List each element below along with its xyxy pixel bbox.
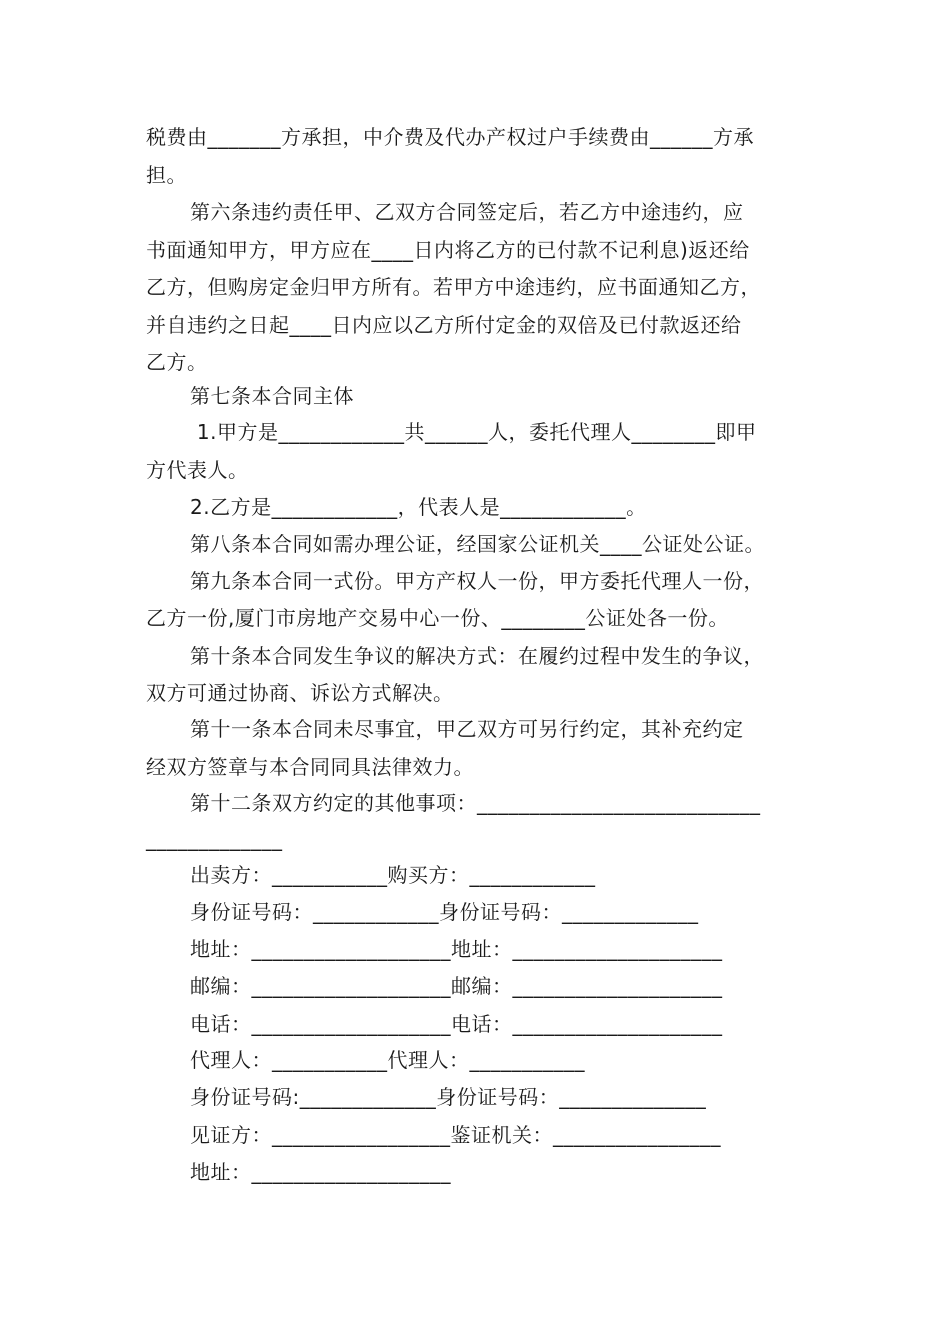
signature-row: 地址：___________________地址：____________________: [190, 937, 723, 961]
paragraph-line: 方代表人。: [146, 458, 249, 482]
paragraph-line: 第十二条双方约定的其他事项：___________________________: [190, 791, 761, 815]
signature-row: 电话：___________________电话：____________________: [190, 1012, 723, 1036]
signature-row: 身份证号码：____________身份证号码：_____________: [190, 900, 699, 924]
signature-row: 地址：___________________: [190, 1160, 451, 1184]
paragraph-line: 乙方。: [146, 350, 208, 374]
paragraph-line: 乙方一份,厦门市房地产交易中心一份、________公证处各一份。: [146, 606, 729, 630]
signature-row: 邮编：___________________邮编：____________________: [190, 974, 723, 998]
paragraph-line: 经双方签章与本合同同具法律效力。: [146, 755, 474, 779]
paragraph-line: 第八条本合同如需办理公证，经国家公证机关____公证处公证。: [190, 532, 765, 556]
paragraph-line: 乙方，但购房定金归甲方所有。若甲方中途违约，应书面通知乙方，: [146, 275, 761, 299]
paragraph-line: _____________: [146, 827, 283, 851]
paragraph-line: 1.甲方是____________共______人，委托代理人________即甲: [190, 420, 757, 444]
section-heading: 第七条本合同主体: [190, 384, 354, 408]
paragraph-line: 第十条本合同发生争议的解决方式：在履约过程中发生的争议，: [190, 644, 764, 668]
paragraph-line: 双方可通过协商、诉讼方式解决。: [146, 681, 454, 705]
paragraph-line: 第九条本合同一式份。甲方产权人一份，甲方委托代理人一份，: [190, 569, 764, 593]
paragraph-line: 书面通知甲方，甲方应在____日内将乙方的已付款不记利息)返还给: [146, 238, 750, 262]
paragraph-line: 税费由_______方承担，中介费及代办产权过户手续费由______方承: [146, 125, 754, 149]
paragraph-line: 第十一条本合同未尽事宜，甲乙双方可另行约定，其补充约定: [190, 717, 744, 741]
signature-row: 出卖方：___________购买方：____________: [190, 863, 596, 887]
signature-row: 见证方：_________________鉴证机关：________________: [190, 1123, 721, 1147]
paragraph-line: 2.乙方是____________，代表人是____________。: [190, 495, 647, 519]
paragraph-line: 并自违约之日起____日内应以乙方所付定金的双倍及已付款返还给: [146, 313, 742, 337]
paragraph-line: 担。: [146, 163, 187, 187]
paragraph-line: 第六条违约责任甲、乙双方合同签定后，若乙方中途违约，应: [190, 200, 744, 224]
signature-row: 身份证号码:_____________身份证号码：______________: [190, 1085, 707, 1109]
signature-row: 代理人：___________代理人：___________: [190, 1048, 585, 1072]
